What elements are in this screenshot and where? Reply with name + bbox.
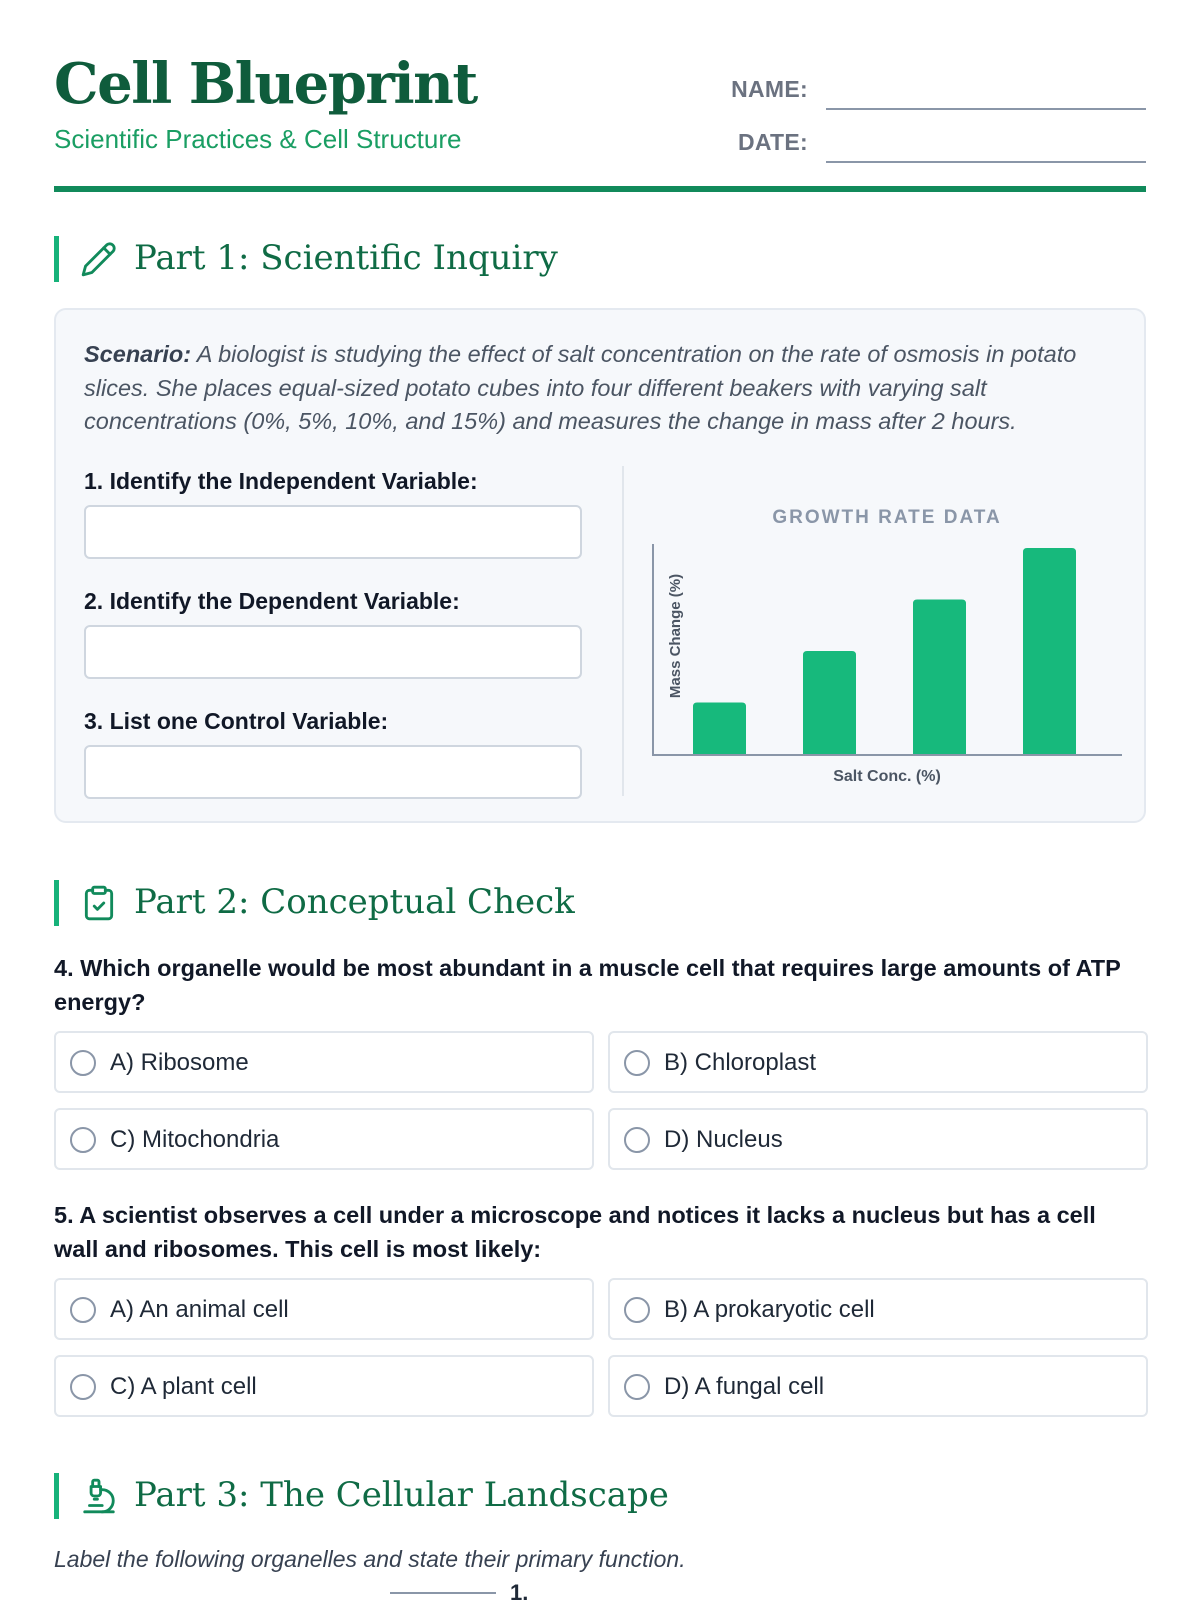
question-1-label: 1. Identify the Independent Variable: (84, 468, 478, 494)
option-label: B) A prokaryotic cell (664, 1296, 875, 1323)
name-field-row (731, 72, 1146, 112)
date-label: DATE: (737, 129, 808, 155)
part2-title: Part 2: Conceptual Check (134, 882, 575, 922)
part1-title: Part 1: Scientific Inquiry (134, 238, 558, 278)
option-label: A) Ribosome (110, 1049, 249, 1076)
radio-button[interactable] (624, 1297, 650, 1323)
chart-bars (693, 548, 1076, 754)
question-2-label: 2. Identify the Dependent Variable: (84, 588, 460, 614)
option-label: B) Chloroplast (664, 1049, 817, 1076)
radio-button[interactable] (70, 1374, 96, 1400)
worksheet-header (54, 52, 1146, 194)
question-5-text: 5. A scientist observes a cell under a microscope and notices it lacks a nucleus but has a cell wall and ribosomes. This cell is most likely: (54, 1202, 1096, 1262)
date-field-row (734, 125, 1146, 165)
page-subtitle: Scientific Practices & Cell Structure (54, 124, 462, 154)
question-3-label: 3. List one Control Variable: (84, 708, 389, 734)
pencil-icon (80, 240, 118, 278)
inquiry-card (54, 308, 1146, 823)
part2-heading (54, 878, 1146, 926)
option-label: A) An animal cell (110, 1296, 289, 1323)
q4-option-d[interactable] (608, 1108, 1148, 1170)
scenario-label: Scenario: (84, 341, 192, 367)
question-4-text: 4. Which organelle would be most abundant in a muscle cell that requires large amounts of ATP energy? (54, 955, 1121, 1015)
option-label: C) Mitochondria (110, 1126, 280, 1153)
chart-y-label: Mass Change (%) (667, 573, 684, 699)
chart-title: GROWTH RATE DATA (772, 507, 1002, 528)
chart-bar-4 (1023, 548, 1076, 754)
option-label: D) Nucleus (664, 1126, 783, 1153)
q4-option-c[interactable] (54, 1108, 594, 1170)
clipboard-check-icon (80, 884, 118, 922)
chart-bar-1 (693, 703, 746, 755)
microscope-icon (80, 1477, 118, 1515)
q4-option-b[interactable] (608, 1031, 1148, 1093)
page-title: Cell Blueprint (54, 51, 477, 117)
section-accent-bar (54, 880, 59, 926)
q5-option-c[interactable] (54, 1355, 594, 1417)
chart-bar-2 (803, 651, 856, 754)
label-number: 1. (510, 1580, 529, 1600)
scenario-body: A biologist is studying the effect of salt concentration on the rate of osmosis in potato slices. She places equal-sized potato cubes into four different beakers with varying salt concentrations (0%, 5%, 10%, and 15%) and measures the change in mass after 2 hours. (84, 341, 1077, 434)
part1-heading (54, 234, 1146, 282)
option-label: C) A plant cell (110, 1373, 257, 1400)
q4-option-a[interactable] (54, 1031, 594, 1093)
radio-button[interactable] (70, 1127, 96, 1153)
label-leader-line (390, 1592, 496, 1594)
radio-button[interactable] (624, 1374, 650, 1400)
radio-button[interactable] (624, 1127, 650, 1153)
part3-heading (54, 1471, 1146, 1519)
q5-option-d[interactable] (608, 1355, 1148, 1417)
part3-instruction: Label the following organelles and state their primary function. (54, 1546, 686, 1572)
name-label: NAME: (731, 76, 808, 102)
radio-button[interactable] (70, 1297, 96, 1323)
chart-x-label: Salt Conc. (%) (833, 768, 941, 785)
header-divider (54, 186, 1146, 192)
q5-option-a[interactable] (54, 1278, 594, 1340)
part3-title: Part 3: The Cellular Landscape (134, 1475, 669, 1515)
section-accent-bar (54, 1473, 59, 1519)
chart-bar-3 (913, 600, 966, 755)
q5-option-b[interactable] (608, 1278, 1148, 1340)
radio-button[interactable] (70, 1050, 96, 1076)
section-accent-bar (54, 236, 59, 282)
name-line[interactable] (826, 108, 1146, 110)
growth-rate-chart (56, 310, 1144, 821)
date-line[interactable] (826, 161, 1146, 163)
option-label: D) A fungal cell (664, 1373, 825, 1400)
radio-button[interactable] (624, 1050, 650, 1076)
